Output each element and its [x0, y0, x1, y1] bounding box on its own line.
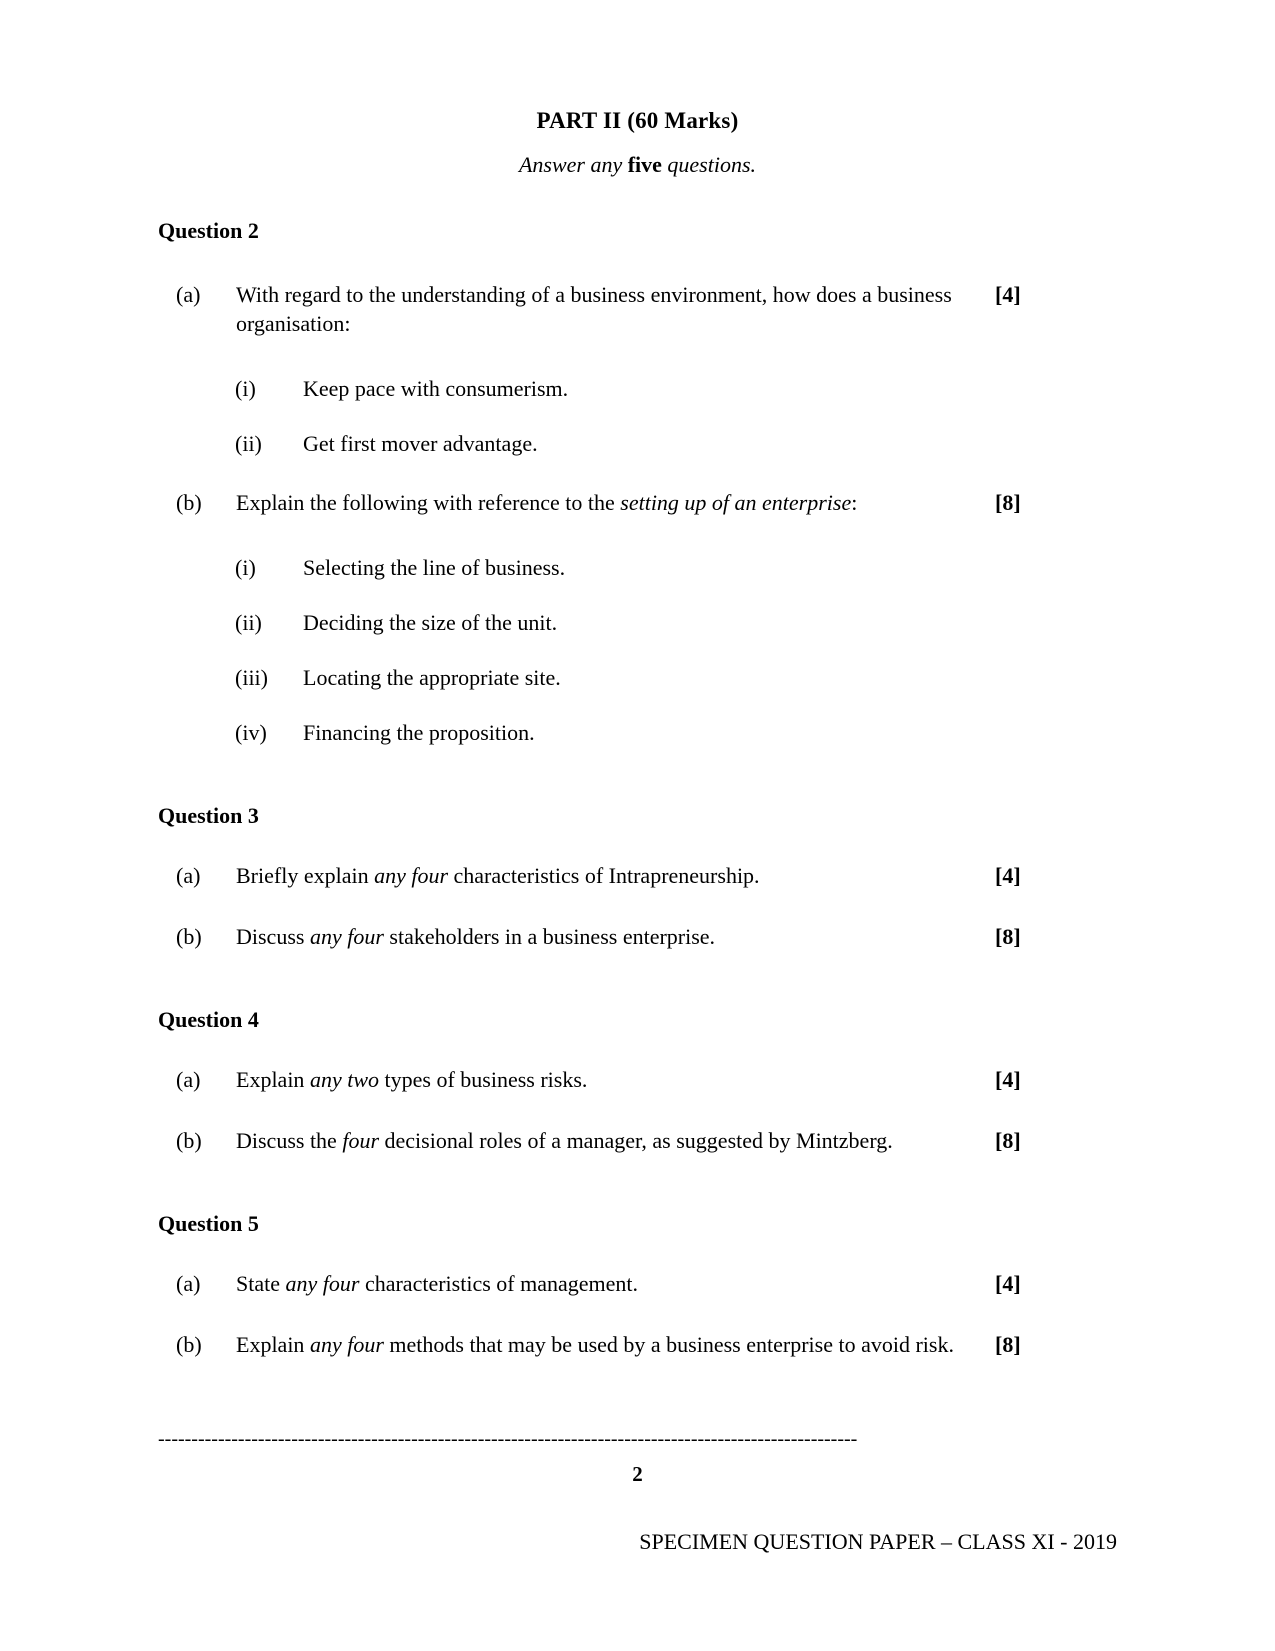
part-text-emphasis: any four — [309, 924, 384, 950]
part-marks: [4] — [995, 863, 1021, 889]
part-text-before: Explain the following with reference to the — [236, 490, 621, 516]
part-text-emphasis: setting up of an enterprise — [620, 490, 852, 516]
subitem-text: Deciding the size of the unit. — [303, 610, 558, 636]
part-marks: [4] — [995, 1271, 1021, 1297]
part-marks: [8] — [995, 490, 1021, 516]
subitem-2b-iv — [0, 692, 1275, 747]
part-label: (a) — [176, 863, 201, 889]
question-part-5a — [0, 1237, 1275, 1298]
part-text-after: decisional roles of a manager, as suggested by Mintzberg. — [379, 1128, 893, 1154]
part-text-emphasis: any two — [309, 1067, 379, 1093]
subitem-label: (i) — [235, 555, 256, 581]
part-text-emphasis: any four — [374, 863, 449, 889]
part-text-emphasis: any four — [309, 1332, 384, 1358]
subitem-text: Selecting the line of business. — [303, 555, 566, 581]
subitem-label: (ii) — [235, 610, 262, 636]
part-text-before: Explain — [236, 1067, 310, 1093]
question-heading-2: Question 2 — [158, 218, 259, 243]
subitem-text: Locating the appropriate site. — [303, 665, 561, 691]
question-part-3b — [0, 890, 1275, 951]
part-text-after: stakeholders in a business enterprise. — [383, 924, 716, 950]
part-label: (b) — [176, 924, 202, 950]
part-text-after: characteristics of Intrapreneurship. — [448, 863, 760, 889]
subitem-text: Keep pace with consumerism. — [303, 376, 569, 402]
question-part-2b — [0, 458, 1275, 517]
part-label: (a) — [176, 282, 201, 307]
part-text-emphasis: four — [342, 1128, 380, 1154]
question-part-4b — [0, 1094, 1275, 1155]
part-text-after: methods that may be used by a business enterprise to avoid risk. — [383, 1332, 954, 1358]
part-text-before: Discuss the — [236, 1128, 343, 1154]
part-text-emphasis: any four — [285, 1271, 360, 1297]
part-label: (a) — [176, 1271, 201, 1297]
question-part-3a — [0, 829, 1275, 890]
page-number: 2 — [632, 1462, 643, 1486]
part-text-before: Briefly explain — [236, 863, 375, 889]
part-label: (b) — [176, 1128, 202, 1154]
part-text-after: : — [851, 490, 858, 516]
question-part-5b — [0, 1298, 1275, 1359]
part-text-after: characteristics of management. — [359, 1271, 638, 1297]
question-part-2a — [0, 244, 1275, 338]
part-text — [236, 1126, 981, 1155]
part-text-before: Discuss — [236, 924, 310, 950]
part-text — [236, 1269, 981, 1298]
instruction-count: five — [627, 152, 662, 177]
part-text — [236, 922, 981, 951]
part-text-after: types of business risks. — [379, 1067, 588, 1093]
subitem-2a-i — [0, 338, 1275, 403]
subitem-label: (i) — [235, 376, 256, 402]
part-label: (b) — [176, 490, 202, 516]
footer-note: SPECIMEN QUESTION PAPER – CLASS XI - 2019 — [639, 1529, 1117, 1554]
part-label: (a) — [176, 1067, 201, 1093]
part-text: With regard to the understanding of a business environment, how does a business organisation: — [236, 282, 952, 337]
subitem-label: (iii) — [235, 665, 268, 691]
subitem-2b-ii — [0, 582, 1275, 637]
answer-instruction — [0, 134, 1275, 178]
subitem-text: Get first mover advantage. — [303, 431, 538, 457]
question-heading-3: Question 3 — [158, 803, 259, 829]
subitem-2b-iii — [0, 637, 1275, 692]
subitem-text: Financing the proposition. — [303, 720, 535, 746]
subitem-2b-i — [0, 517, 1275, 582]
question-part-4a — [0, 1033, 1275, 1094]
subitem-label: (iv) — [235, 720, 267, 746]
part-marks: [4] — [995, 282, 1021, 307]
subitem-label: (ii) — [235, 431, 262, 457]
page-footer — [0, 1434, 1275, 1651]
part-marks: [8] — [995, 1128, 1021, 1154]
question-heading-5: Question 5 — [158, 1211, 259, 1237]
part-marks: [8] — [995, 924, 1021, 950]
part-text-before: Explain — [236, 1332, 310, 1358]
question-heading-4: Question 4 — [158, 1007, 259, 1033]
part-label: (b) — [176, 1332, 202, 1358]
part-marks: [4] — [995, 1067, 1021, 1093]
part-text — [236, 861, 981, 890]
footer-separator: --------------------------------------------------------------------------------------------------------- — [158, 1434, 858, 1448]
subitem-2a-ii — [0, 403, 1275, 458]
part-text — [236, 1065, 981, 1094]
instruction-suffix: questions. — [661, 152, 757, 177]
page-title: PART II (60 Marks) — [536, 108, 739, 133]
instruction-prefix: Answer any — [518, 152, 628, 177]
part-text — [236, 1330, 981, 1359]
part-marks: [8] — [995, 1332, 1021, 1358]
part-text — [236, 488, 981, 517]
part-text-before: State — [236, 1271, 286, 1297]
